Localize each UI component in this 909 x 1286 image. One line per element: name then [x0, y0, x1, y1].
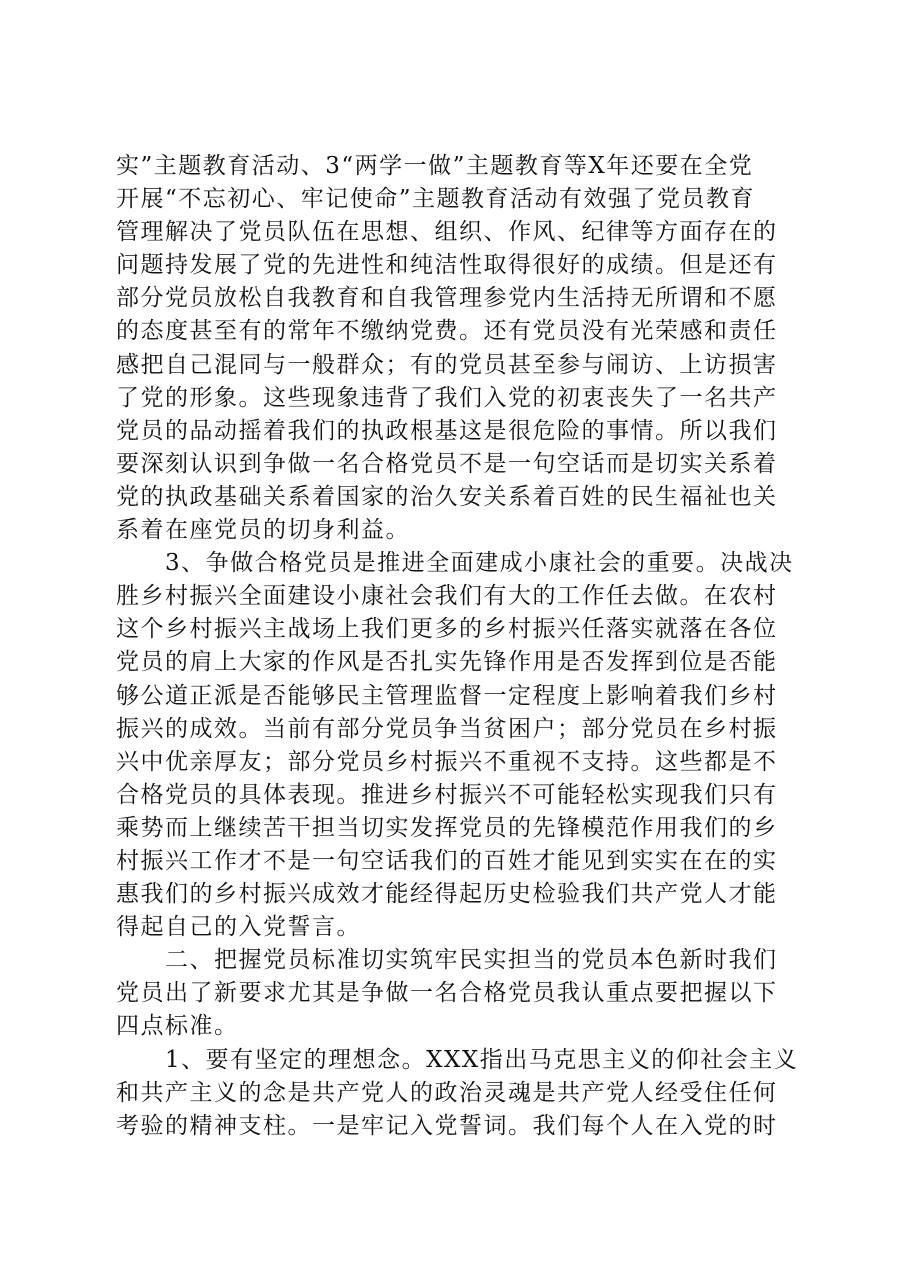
text-line: 党员的肩上大家的作风是否扎实先锋作用是否发挥到位是否能 — [116, 649, 778, 676]
text-line: 1、要有坚定的理想念。XXX指出马克思主义的仰社会主义 — [116, 1046, 799, 1073]
text-line: 和共产主义的念是共产党人的政治灵魂是共产党人经受住任何 — [116, 1079, 778, 1106]
text-line: 考验的精神支柱。一是牢记入党誓词。我们每个人在入党的时 — [116, 1112, 778, 1139]
text-line: 乘势而上继续苦干担当切实发挥党员的先锋模范作用我们的乡 — [116, 814, 778, 841]
text-line: 管理解决了党员队伍在思想、组织、作风、纪律等方面存在的 — [116, 219, 778, 246]
text-line: 党员出了新要求尤其是争做一名合格党员我认重点要把握以下 — [116, 980, 778, 1007]
text-line: 党的执政基础关系着国家的治久安关系着百姓的民生福祉也关 — [116, 483, 778, 510]
text-line: 系着在座党员的切身利益。 — [116, 517, 410, 544]
text-line: 够公道正派是否能够民主管理监督一定程度上影响着我们乡村 — [116, 682, 778, 709]
text-line: 这个乡村振兴主战场上我们更多的乡村振兴任落实就落在各位 — [116, 616, 778, 643]
text-line: 开展“不忘初心、牢记使命”主题教育活动有效强了党员教育 — [116, 186, 756, 213]
text-line: 实”主题教育活动、3“两学一做”主题教育等X年还要在全党 — [116, 153, 754, 179]
text-line: 感把自己混同与一般群众；有的党员甚至参与闹访、上访损害 — [116, 351, 778, 378]
text-line: 3、争做合格党员是推进全面建成小康社会的重要。决战决 — [116, 550, 794, 577]
text-line: 村振兴工作才不是一句空话我们的百姓才能见到实实在在的实 — [116, 847, 778, 874]
text-line: 惠我们的乡村振兴成效才能经得起历史检验我们共产党人才能 — [116, 881, 778, 908]
text-line: 振兴的成效。当前有部分党员争当贫困户；部分党员在乡村振 — [116, 715, 778, 742]
text-line: 兴中优亲厚友；部分党员乡村振兴不重视不支持。这些都是不 — [116, 748, 778, 775]
text-line: 部分党员放松自我教育和自我管理参党内生活持无所谓和不愿 — [116, 285, 778, 312]
text-line: 胜乡村振兴全面建设小康社会我们有大的工作任去做。在农村 — [116, 583, 778, 610]
text-line: 得起自己的入党誓言。 — [116, 914, 361, 941]
text-line: 四点标准。 — [116, 1013, 239, 1040]
text-line: 合格党员的具体表现。推进乡村振兴不可能轻松实现我们只有 — [116, 781, 778, 808]
text-line: 要深刻认识到争做一名合格党员不是一句空话而是切实关系着 — [116, 450, 778, 477]
text-line: 了党的形象。这些现象违背了我们入党的初衷丧失了一名共产 — [116, 384, 778, 411]
text-line: 二、把握党员标准切实筑牢民实担当的党员本色新时我们 — [116, 947, 778, 974]
body-text — [116, 150, 806, 1143]
text-line: 的态度甚至有的常年不缴纳党费。还有党员没有光荣感和责任 — [116, 318, 778, 345]
text-line: 党员的品动摇着我们的执政根基这是很危险的事情。所以我们 — [116, 417, 778, 444]
text-line: 问题持发展了党的先进性和纯洁性取得很好的成绩。但是还有 — [116, 252, 778, 279]
